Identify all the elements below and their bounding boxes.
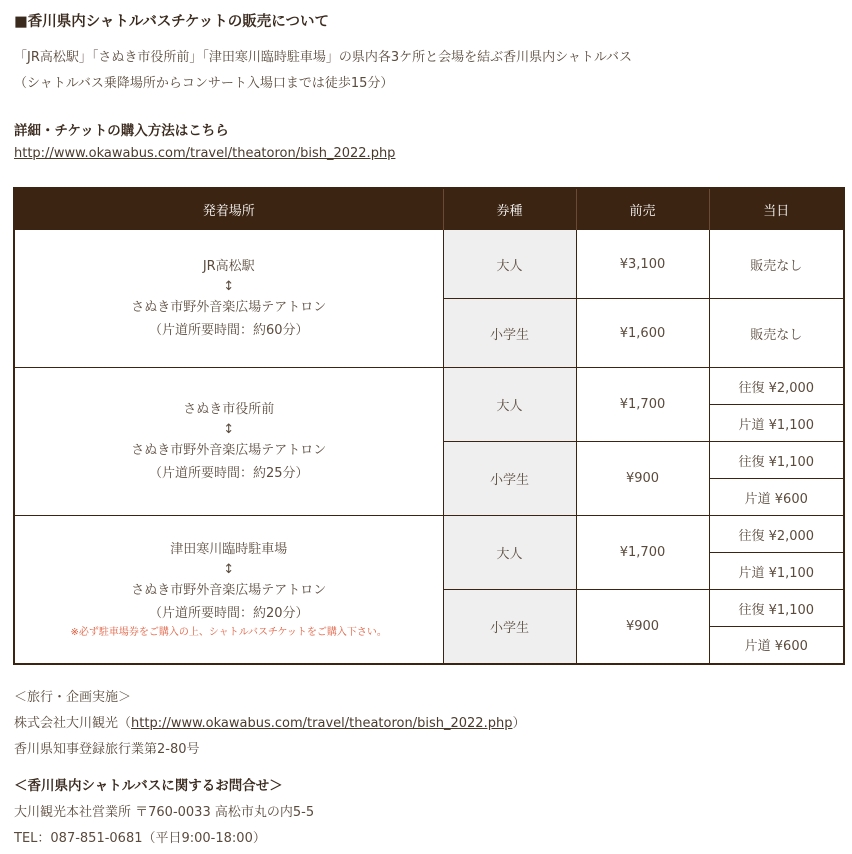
day-of-price: 片道 ¥600 (709, 479, 844, 516)
route-time: （片道所要時間：約60分） (148, 323, 309, 338)
company-suffix: ） (512, 716, 526, 731)
day-of-price: 往復 ¥1,100 (709, 590, 844, 627)
header-day-of: 当日 (709, 188, 844, 230)
phone-number: TEL：087-851-0681（平日9:00-18:00） (14, 831, 266, 846)
route-cell-takamatsu (14, 230, 443, 368)
organizer-label: ＜旅行・企画実施＞ (14, 690, 132, 705)
route-destination: さぬき市野外音楽広場テアトロン (131, 300, 327, 315)
table-row (14, 230, 844, 299)
advance-price: ¥900 (576, 590, 709, 664)
day-of-price: 片道 ¥1,100 (709, 553, 844, 590)
ticket-type: 小学生 (443, 590, 576, 664)
updown-arrow-icon: ↕ (223, 279, 235, 294)
route-destination: さぬき市野外音楽広場テアトロン (131, 582, 327, 598)
day-of-price: 片道 ¥600 (709, 627, 844, 664)
contact-heading: ＜香川県内シャトルバスに関するお問合せ＞ (14, 778, 283, 794)
header-advance: 前売 (576, 188, 709, 230)
company-name: 株式会社大川観光（ (14, 716, 132, 731)
advance-price: ¥3,100 (576, 230, 709, 299)
company-link[interactable]: http://www.okawabus.com/travel/theatoron/bish_2022.php (131, 716, 513, 731)
detail-link[interactable]: http://www.okawabus.com/travel/theatoron/bish_2022.php (14, 146, 396, 161)
route-cell-sanuki-city-hall (14, 368, 443, 516)
day-of-price: 片道 ¥1,100 (709, 405, 844, 442)
table-header-row (14, 188, 844, 230)
intro-line-2: （シャトルバス乗降場所からコンサート入場口までは徒歩15分） (14, 76, 394, 91)
ticket-type: 大人 (443, 516, 576, 590)
route-origin: JR高松駅 (202, 259, 255, 274)
route-origin: 津田寒川臨時駐車場 (170, 541, 288, 557)
day-of-price: 往復 ¥2,000 (709, 368, 844, 405)
advance-price: ¥1,700 (576, 516, 709, 590)
table-row (14, 516, 844, 553)
detail-heading: 詳細・チケットの購入方法はこちら (14, 123, 229, 139)
shuttle-ticket-table (13, 187, 845, 665)
day-of-price: 販売なし (709, 299, 844, 368)
route-time: （片道所要時間：約25分） (148, 466, 309, 481)
organizer-company (14, 712, 525, 731)
intro-line-1: 「JR高松駅」「さぬき市役所前」「津田寒川臨時駐車場」の県内各3ケ所と会場を結ぶ香川県内シャトルバス (14, 50, 632, 65)
header-ticket-type: 券種 (443, 188, 576, 230)
advance-price: ¥1,600 (576, 299, 709, 368)
advance-price: ¥1,700 (576, 368, 709, 442)
updown-arrow-icon: ↕ (223, 422, 235, 437)
route-time: （片道所要時間：約20分） (148, 605, 309, 621)
day-of-price: 販売なし (709, 230, 844, 299)
day-of-price: 往復 ¥1,100 (709, 442, 844, 479)
ticket-type: 大人 (443, 368, 576, 442)
table-row (14, 368, 844, 405)
parking-note: ※必ず駐車場券をご購入の上、シャトルバスチケットをご購入下さい。 (70, 626, 387, 638)
route-cell-tsuda-parking (14, 516, 443, 664)
advance-price: ¥900 (576, 442, 709, 516)
route-destination: さぬき市野外音楽広場テアトロン (131, 443, 327, 458)
ticket-type: 小学生 (443, 299, 576, 368)
ticket-type: 小学生 (443, 442, 576, 516)
day-of-price: 往復 ¥2,000 (709, 516, 844, 553)
office-address: 大川観光本社営業所 〒760-0033 高松市丸の内5-5 (14, 805, 315, 820)
updown-arrow-icon: ↕ (223, 561, 235, 577)
ticket-type: 大人 (443, 230, 576, 299)
section-heading: ■香川県内シャトルバスチケットの販売について (14, 14, 330, 30)
route-origin: さぬき市役所前 (183, 402, 275, 417)
registration-number: 香川県知事登録旅行業第2-80号 (14, 742, 200, 757)
header-location: 発着場所 (14, 188, 443, 230)
